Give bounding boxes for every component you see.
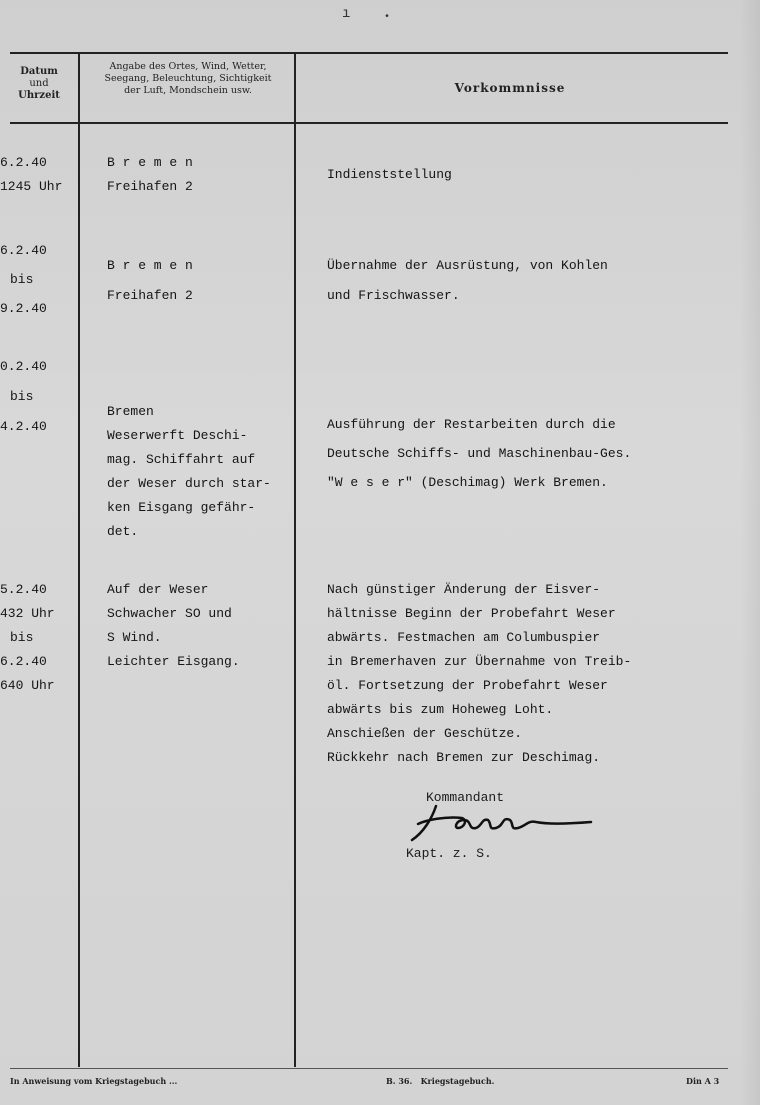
entry-date: 6.2.40 1245 Uhr: [0, 155, 63, 194]
entry-date: 6.2.40 bis 9.2.40: [0, 243, 47, 316]
footer-right: Din A 3: [686, 1076, 720, 1086]
table-top-rule: [10, 52, 728, 54]
header-bottom-rule: [10, 122, 728, 124]
header-date-column: [2, 66, 76, 102]
entry-events: Ausführung der Restarbeiten durch die Deutsche Schiffs- und Maschinenbau-Ges. "W e s e r" (Deschimag) Werk Bremen.: [327, 417, 632, 490]
column-divider-2: [294, 52, 296, 1067]
entry-events: Indienststellung: [327, 167, 452, 182]
header-place-line: der Luft, Mondschein usw.: [124, 85, 252, 96]
header-place-line: Angabe des Ortes, Wind, Wetter,: [109, 61, 267, 72]
entry-events: Übernahme der Ausrüstung, von Kohlen und Frischwasser.: [327, 258, 608, 303]
header-place-line: Seegang, Beleuchtung, Sichtigkeit: [104, 73, 272, 84]
entry-place: Bremen Weserwerft Deschi- mag. Schiffahrt auf der Weser durch star- ken Eisgang gefähr- det.: [107, 404, 271, 539]
entry-date: 0.2.40 bis 4.2.40: [0, 359, 47, 434]
entry-events: Nach günstiger Änderung der Eisver- hältnisse Beginn der Probefahrt Weser abwärts. Festmachen am Columbuspier in Bremerhaven zur Übernahme von Treib- öl. Fortsetzung der Probefahrt Weser abwärts bis zum Hoheweg Loht. Anschießen der Geschütze. Rückkehr nach Bremen zur Deschimag.: [327, 582, 632, 765]
top-mark: ı: [342, 6, 351, 22]
signature-title: Kommandant: [426, 790, 505, 805]
entry-date: 5.2.40 432 Uhr bis 6.2.40 640 Uhr: [0, 582, 55, 693]
entry-place: Auf der Weser Schwacher SO und S Wind. Leichter Eisgang.: [107, 582, 240, 669]
handwritten-signature: [406, 798, 606, 848]
footer-middle: B. 36. Kriegstagebuch.: [386, 1076, 495, 1086]
header-date-line: Datum: [20, 66, 58, 77]
top-dot: •: [384, 12, 391, 23]
entry-place: B r e m e n Freihafen 2: [107, 258, 193, 303]
column-divider-1: [78, 52, 80, 1067]
table-bottom-rule: [10, 1068, 728, 1069]
signature-rank: Kapt. z. S.: [406, 846, 492, 861]
header-place-column: [82, 61, 294, 97]
footer-left: In Anweisung vom Kriegstagebuch ...: [10, 1076, 178, 1086]
header-date-line: und: [29, 78, 49, 89]
page-edge-shadow: [740, 0, 760, 1105]
signature-block: [406, 790, 626, 870]
header-date-line: Uhrzeit: [18, 90, 60, 101]
entry-place: B r e m e n Freihafen 2: [107, 155, 193, 194]
header-events-column: Vorkommnisse: [454, 81, 566, 95]
